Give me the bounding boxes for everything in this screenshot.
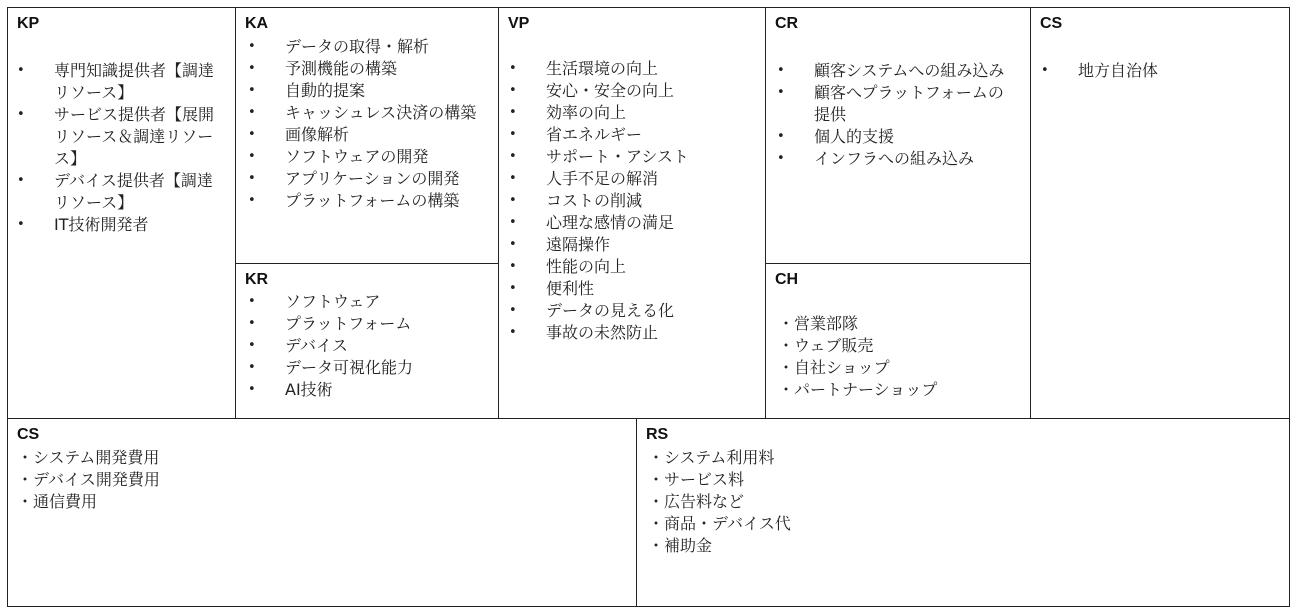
vp-item: • 省エネルギー <box>509 124 759 146</box>
vp-item: • サポート・アシスト <box>509 146 759 168</box>
cs-cost-structure-item: ・デバイス開発費用 <box>17 470 160 489</box>
vp-item: • 人手不足の解消 <box>509 168 759 190</box>
kr-item: • デバイス <box>248 335 490 357</box>
cs-customer-segments-item: • 地方自治体 <box>1041 60 1281 82</box>
kr-block <box>235 263 499 419</box>
cr-item: • 顧客システムへの組み込み <box>777 60 1017 82</box>
cr-heading: CR <box>775 15 799 32</box>
cr-item: • 顧客へプラットフォームの提供 <box>777 82 1017 126</box>
vp-item: • 心理な感情の満足 <box>509 212 759 234</box>
cr-item: • 個人的支援 <box>777 126 1017 148</box>
kr-item: • AI技術 <box>248 379 490 401</box>
ka-item: • 自動的提案 <box>248 80 490 102</box>
ka-item: • 画像解析 <box>248 124 490 146</box>
ka-item: • ソフトウェアの開発 <box>248 146 490 168</box>
cs-customer-segments-heading: CS <box>1040 15 1063 32</box>
kp-item: • デバイス提供者【調達リソース】 <box>17 170 222 214</box>
kr-item: • プラットフォーム <box>248 313 490 335</box>
rs-item: ・補助金 <box>648 536 713 555</box>
ka-heading: KA <box>245 15 269 32</box>
vp-list <box>509 58 759 344</box>
vp-item: • 効率の向上 <box>509 102 759 124</box>
kp-list <box>17 60 222 236</box>
vp-item: • データの見える化 <box>509 300 759 322</box>
kp-heading: KP <box>17 15 40 32</box>
cs-cost-structure-list <box>17 447 617 513</box>
rs-heading: RS <box>646 426 669 443</box>
ch-heading: CH <box>775 271 799 288</box>
cs-cost-structure-item: ・システム開発費用 <box>17 448 160 467</box>
kr-list <box>248 291 490 401</box>
kp-item: • 専門知識提供者【調達リソース】 <box>17 60 222 104</box>
kr-item: • ソフトウェア <box>248 291 490 313</box>
kr-item: • データ可視化能力 <box>248 357 490 379</box>
ka-item: • キャッシュレス決済の構築 <box>248 102 490 124</box>
ka-item: • プラットフォームの構築 <box>248 190 490 212</box>
vp-item: • 安心・安全の向上 <box>509 80 759 102</box>
cr-item: • インフラへの組み込み <box>777 148 1017 170</box>
vp-item: • 遠隔操作 <box>509 234 759 256</box>
vp-heading: VP <box>508 15 530 32</box>
vp-block <box>498 7 766 419</box>
ch-block <box>765 263 1031 419</box>
cs-cost-structure-block <box>7 418 637 607</box>
rs-item: ・システム利用料 <box>648 448 775 467</box>
cr-list <box>777 60 1017 170</box>
rs-item: ・広告料など <box>648 492 745 511</box>
vp-item: • 性能の向上 <box>509 256 759 278</box>
ch-item: ・ウェブ販売 <box>778 336 874 355</box>
rs-item: ・商品・デバイス代 <box>648 514 791 533</box>
ch-item: ・営業部隊 <box>778 314 859 333</box>
rs-item: ・サービス料 <box>648 470 745 489</box>
rs-list <box>648 447 1268 557</box>
vp-item: • 便利性 <box>509 278 759 300</box>
ka-list <box>248 36 490 212</box>
ka-block <box>235 7 499 264</box>
ch-list <box>778 313 1018 401</box>
rs-block <box>636 418 1290 607</box>
cs-customer-segments-block <box>1030 7 1290 419</box>
ka-item: • アプリケーションの開発 <box>248 168 490 190</box>
ka-item: • データの取得・解析 <box>248 36 490 58</box>
vp-item: • 生活環境の向上 <box>509 58 759 80</box>
cs-customer-segments-list <box>1041 60 1281 82</box>
kp-item: • IT技術開発者 <box>17 214 222 236</box>
vp-item: • コストの削減 <box>509 190 759 212</box>
kr-heading: KR <box>245 271 269 288</box>
ch-item: ・パートナーショップ <box>778 380 938 399</box>
ch-item: ・自社ショップ <box>778 358 890 377</box>
ka-item: • 予測機能の構築 <box>248 58 490 80</box>
cs-cost-structure-item: ・通信費用 <box>17 492 98 511</box>
cs-cost-structure-heading: CS <box>17 426 40 443</box>
kp-item: • サービス提供者【展開リソース＆調達リソース】 <box>17 104 222 170</box>
cr-block <box>765 7 1031 264</box>
kp-block <box>7 7 236 419</box>
vp-item: • 事故の未然防止 <box>509 322 759 344</box>
